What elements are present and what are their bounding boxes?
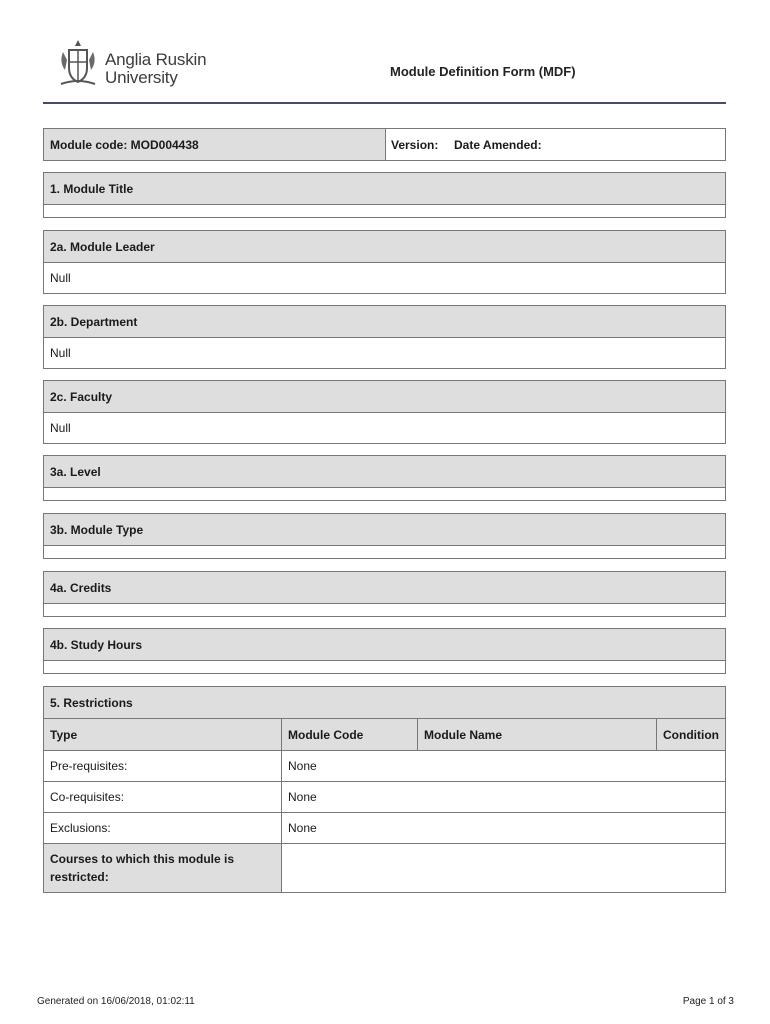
form-title: Module Definition Form (MDF)	[390, 64, 576, 79]
level-section	[43, 455, 726, 501]
header-divider	[43, 102, 726, 104]
credits-section	[43, 571, 726, 617]
courses-restricted-label: Courses to which this module is restricted:	[44, 843, 282, 892]
restrictions-section	[43, 686, 726, 893]
faculty-section	[43, 380, 726, 444]
module-type-section	[43, 513, 726, 559]
module-title-value	[44, 204, 725, 217]
module-leader-value: Null	[44, 262, 725, 293]
column-header-type: Type	[44, 718, 282, 750]
module-code-label: Module code: MOD004438	[44, 129, 386, 160]
faculty-label: 2c. Faculty	[44, 381, 725, 412]
level-label: 3a. Level	[44, 456, 725, 487]
department-value: Null	[44, 337, 725, 368]
restriction-type-cell: Co-requisites:	[44, 781, 282, 812]
department-label: 2b. Department	[44, 306, 725, 337]
university-logo	[55, 38, 215, 92]
study-hours-label: 4b. Study Hours	[44, 629, 725, 660]
university-name-line1: Anglia Ruskin	[105, 50, 207, 69]
restriction-code-cell: None	[282, 812, 725, 843]
courses-restricted-value	[282, 843, 725, 892]
version-label: Version:	[391, 137, 439, 152]
date-amended-label: Date Amended:	[454, 137, 542, 152]
level-value	[44, 487, 725, 500]
module-title-section	[43, 172, 726, 218]
column-header-condition: Condition	[657, 718, 725, 750]
module-leader-label: 2a. Module Leader	[44, 231, 725, 262]
restrictions-title: 5. Restrictions	[44, 687, 725, 718]
module-type-value	[44, 545, 725, 558]
module-title-label: 1. Module Title	[44, 173, 725, 204]
restriction-code-cell: None	[282, 750, 725, 781]
restriction-code-cell: None	[282, 781, 725, 812]
generated-timestamp: Generated on 16/06/2018, 01:02:11	[37, 996, 195, 1007]
crest-icon	[55, 38, 101, 88]
restriction-type-cell: Exclusions:	[44, 812, 282, 843]
column-header-module-code: Module Code	[282, 718, 418, 750]
module-type-label: 3b. Module Type	[44, 514, 725, 545]
university-name-line2: University	[105, 68, 178, 87]
module-code-row	[43, 128, 726, 161]
column-header-module-name: Module Name	[418, 718, 657, 750]
study-hours-section	[43, 628, 726, 674]
credits-label: 4a. Credits	[44, 572, 725, 603]
module-leader-section	[43, 230, 726, 294]
page-number: Page 1 of 3	[682, 996, 734, 1007]
department-section	[43, 305, 726, 369]
restriction-type-cell: Pre-requisites:	[44, 750, 282, 781]
study-hours-value	[44, 660, 725, 673]
credits-value	[44, 603, 725, 616]
faculty-value: Null	[44, 412, 725, 443]
